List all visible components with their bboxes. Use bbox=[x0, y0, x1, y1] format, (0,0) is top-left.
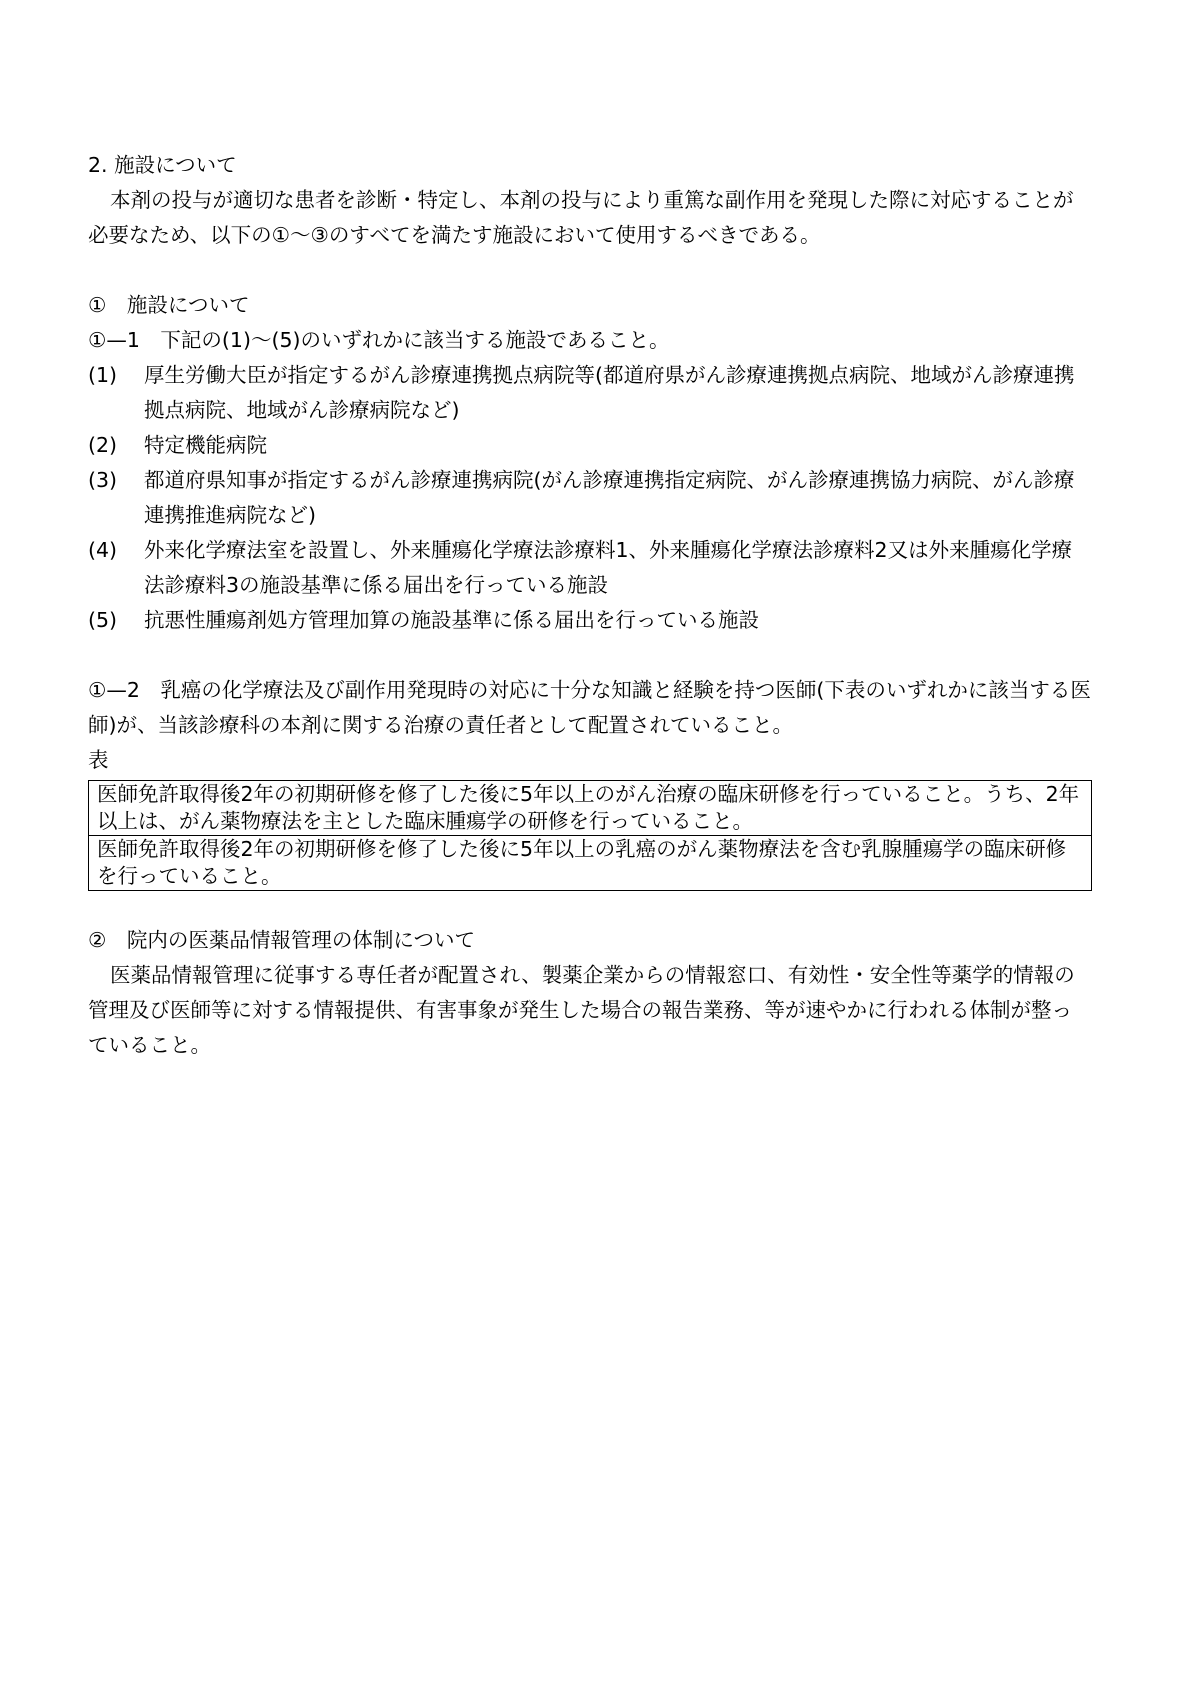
table-row bbox=[89, 836, 1092, 891]
facility-item bbox=[88, 533, 1092, 603]
item-text: 抗悪性腫瘍剤処方管理加算の施設基準に係る届出を行っている施設 bbox=[144, 608, 759, 632]
section-intro: 本剤の投与が適切な患者を診断・特定し、本剤の投与により重篤な副作用を発現した際に対応することが必要なため、以下の①～③のすべてを満たす施設において使用するべきである。 bbox=[88, 188, 1074, 247]
item-text: 厚生労働大臣が指定するがん診療連携拠点病院等(都道府県がん診療連携拠点病院、地域がん診療連携拠点病院、地域がん診療病院など) bbox=[144, 363, 1075, 422]
item-number: (3) bbox=[88, 468, 118, 492]
item-text: 外来化学療法室を設置し、外来腫瘍化学療法診療料1、外来腫瘍化学療法診療料2又は外来腫瘍化学療法診療料3の施設基準に係る届出を行っている施設 bbox=[144, 538, 1073, 597]
item-number: (5) bbox=[88, 608, 118, 632]
facility-sub2-text: ①—2 乳癌の化学療法及び副作用発現時の対応に十分な知識と経験を持つ医師(下表のいずれかに該当する医師)が、当該診療科の本剤に関する治療の責任者として配置されていること。 bbox=[88, 678, 1091, 737]
section-heading: 2. 施設について bbox=[88, 153, 237, 177]
item-number: (1) bbox=[88, 363, 118, 387]
item-text: 特定機能病院 bbox=[144, 433, 267, 457]
item-text: 都道府県知事が指定するがん診療連携病院(がん診療連携指定病院、がん診療連携協力病院、がん診療連携推進病院など) bbox=[144, 468, 1075, 527]
spacer bbox=[88, 253, 1092, 288]
spacer bbox=[88, 638, 1092, 673]
item-number: (4) bbox=[88, 538, 118, 562]
facility-heading: ① 施設について bbox=[88, 293, 250, 317]
drug-info-text: 医薬品情報管理に従事する専任者が配置され、製薬企業からの情報窓口、有効性・安全性等薬学的情報の管理及び医師等に対する情報提供、有害事象が発生した場合の報告業務、等が速やかに行われる体制が整っていること。 bbox=[88, 963, 1075, 1057]
table-label: 表 bbox=[88, 748, 109, 772]
table-row bbox=[89, 781, 1092, 836]
table-cell: 医師免許取得後2年の初期研修を修了した後に5年以上のがん治療の臨床研修を行っていること。うち、2年以上は、がん薬物療法を主とした臨床腫瘍学の研修を行っていること。 bbox=[89, 781, 1092, 836]
spacer bbox=[88, 891, 1092, 923]
item-number: (2) bbox=[88, 433, 118, 457]
facility-sub1-heading: ①—1 下記の(1)～(5)のいずれかに該当する施設であること。 bbox=[88, 328, 670, 352]
document-content bbox=[88, 148, 1092, 1063]
drug-info-heading: ② 院内の医薬品情報管理の体制について bbox=[88, 928, 475, 952]
facility-item bbox=[88, 603, 1092, 638]
facility-item bbox=[88, 428, 1092, 463]
facility-item bbox=[88, 358, 1092, 428]
requirements-table bbox=[88, 780, 1092, 891]
facility-item bbox=[88, 463, 1092, 533]
table-cell: 医師免許取得後2年の初期研修を修了した後に5年以上の乳癌のがん薬物療法を含む乳腺腫瘍学の臨床研修を行っていること。 bbox=[89, 836, 1092, 891]
